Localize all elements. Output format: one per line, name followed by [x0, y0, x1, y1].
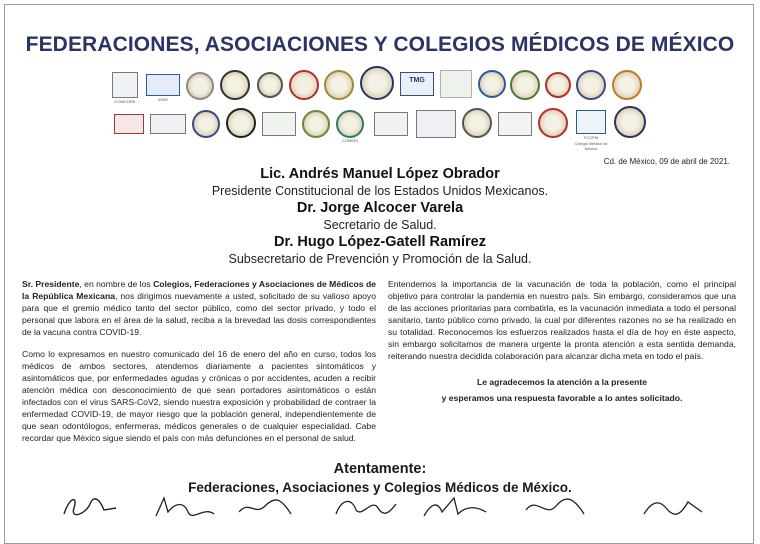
association-seal — [289, 70, 319, 100]
association-logo — [114, 114, 144, 134]
association-logo — [440, 70, 472, 98]
logo-caption: Colegio Médico de México — [574, 141, 608, 151]
association-logo — [112, 72, 138, 98]
handwritten-signature — [330, 492, 400, 518]
association-seal — [462, 108, 492, 138]
closing-salutation: Atentamente: — [333, 461, 427, 477]
handwritten-signature — [520, 492, 590, 518]
association-logo — [150, 114, 186, 134]
association-logo — [374, 112, 408, 136]
association-seal — [538, 108, 568, 138]
handwritten-signature — [60, 492, 120, 518]
recipient-role: Presidente Constitucional de los Estados Unidos Mexicanos. — [211, 184, 549, 198]
handwritten-signature — [420, 492, 490, 518]
letter-date: Cd. de México, 09 de abril de 2021. — [603, 157, 730, 166]
association-logo — [576, 110, 606, 134]
association-seal — [324, 70, 354, 100]
association-seal — [478, 70, 506, 98]
logo-caption: TMG — [409, 77, 425, 84]
recipient-role: Subsecretario de Prevención y Promoción de la Salud. — [228, 252, 532, 266]
association-seal — [545, 72, 571, 98]
letter-right-column — [388, 278, 736, 404]
salutation: Sr. Presidente — [22, 279, 80, 289]
handwritten-signature — [150, 492, 220, 518]
signer-name: Federaciones, Asociaciones y Colegios Médicos de México. — [188, 480, 572, 495]
document-title: FEDERACIONES, ASOCIACIONES Y COLEGIOS MÉDICOS DE MÉXICO — [25, 33, 735, 56]
letter-left-column — [22, 278, 376, 454]
association-logo — [146, 74, 180, 96]
association-seal — [576, 70, 606, 100]
handwritten-signature — [235, 492, 295, 518]
logo-caption: IMSS — [158, 97, 168, 102]
logo-caption: COMEDI — [342, 138, 358, 143]
thanks-block — [388, 376, 736, 404]
association-seal — [612, 70, 642, 100]
organizations-name: Colegios, Federaciones y Asociaciones de Médicos de la República Mexicana — [22, 279, 376, 301]
association-seal — [186, 72, 214, 100]
thanks-line: Le agradecemos la atención a la presente — [476, 377, 648, 387]
association-seal — [192, 110, 220, 138]
recipient-name: Lic. Andrés Manuel López Obrador — [260, 166, 500, 182]
association-seal — [336, 110, 364, 138]
association-seal — [257, 72, 283, 98]
logo-caption: COMCORE — [114, 99, 136, 104]
thanks-line: y esperamos una respuesta favorable a lo antes solicitado. — [441, 393, 683, 403]
logo-strip — [100, 64, 660, 150]
recipient-name: Dr. Hugo López-Gatell Ramírez — [274, 234, 486, 250]
association-seal — [510, 70, 540, 100]
association-seal — [302, 110, 330, 138]
body-paragraph: Entendemos la importancia de la vacunación de toda la población, como el principal objetivo para controlar la pandemia en nuestro país. Sin embargo, consideramos que una de las acciones prioritarias para combatirla, es la vacunación inmediata a todo el personal sanitario, tanto público como privado, la cual por diferentes razones no se ha realizado en su totalidad. Reconocemos los esfuerzos realizados hasta el día de hoy en éste aspecto, sin embargo solicitamos de manera urgente la pronta atención a esta sentida demanda, reiterando nuestra decidida colaboración para alcanzar dicha meta en todo el país. — [388, 279, 736, 361]
association-seal — [614, 106, 646, 138]
association-logo — [498, 112, 532, 136]
handwritten-signature — [640, 492, 710, 518]
association-seal — [226, 108, 256, 138]
recipient-role: Secretario de Salud. — [323, 218, 437, 232]
recipient-name: Dr. Jorge Alcocer Varela — [296, 200, 464, 216]
association-seal — [220, 70, 250, 100]
association-logo — [416, 110, 456, 138]
association-seal — [360, 66, 394, 100]
body-paragraph: Sr. Presidente, en nombre de los Colegios, Federaciones y Asociaciones de Médicos de la República Mexicana, nos dirigimos nuevamente a usted, solicitado de su valioso apoyo para que el gremio médico tanto del sector público, como del sector privado, y todo el personal que labora en el área de la salud, reciba a la brevedad las dosis correspondientes de la vacuna contra COVID-19. — [22, 279, 376, 337]
recipient-block — [0, 166, 760, 266]
body-paragraph: Como lo expresamos en nuestro comunicado del 16 de enero del año en curso, todos los médicos de ambos sectores, atendemos diariamente a pacientes sintomáticos y asintomáticos que, por enfermedades agudas y crónicas o por accidentes, acuden a recibir atención médica con desconocimiento de que sean portadores asintomáticos o están infectados con el virus SARS-CoV2, siendo nuestra exposición y probabilidad de contraer la enfermedad COVID-19, de mayor riesgo que la población general, independientemente de que sean odontólogos, enfermeras, médicos generales o de cualquier especialidad. Cabe recordar que México sigue siendo el país con más defunciones en el personal de salud. — [22, 349, 376, 443]
association-logo — [262, 112, 296, 136]
logo-caption: FCCPM — [583, 135, 599, 140]
